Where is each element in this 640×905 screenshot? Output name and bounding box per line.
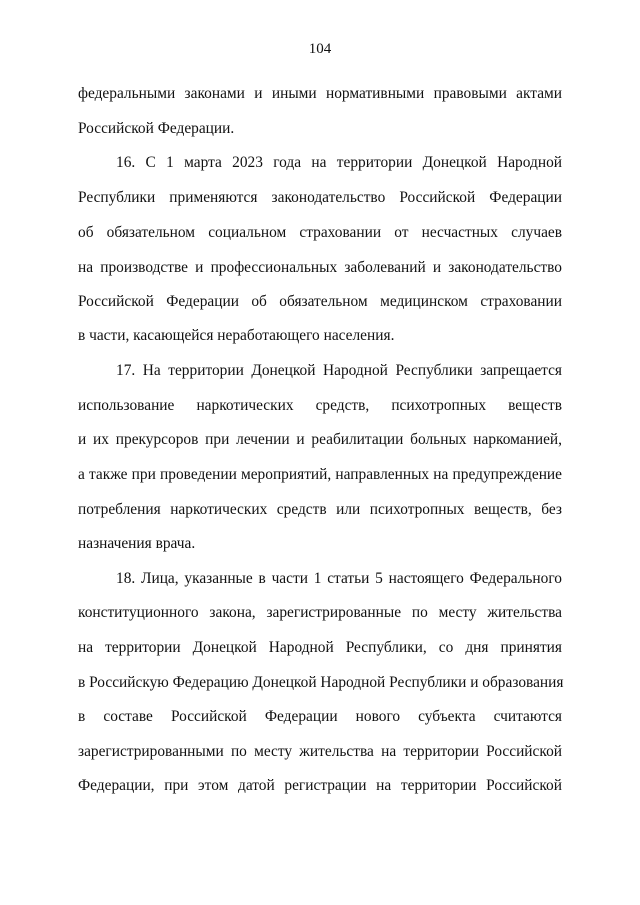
- text-line: назначения врача.: [78, 535, 196, 552]
- text-line: Республики применяются законодательство Российской Федерации: [78, 189, 562, 206]
- text-line: об обязательном социальном страховании от несчастных случаев: [78, 224, 562, 241]
- paragraph-16-first-line: 16. С 1 марта 2023 года на территории Донецкой Народной: [116, 154, 562, 171]
- text-line: в Российскую Федерацию Донецкой Народной Республики и образования: [78, 674, 564, 691]
- paragraph-18-first-line: 18. Лица, указанные в части 1 статьи 5 настоящего Федерального: [116, 570, 562, 587]
- paragraph-17-first-line: 17. На территории Донецкой Народной Республики запрещается: [116, 362, 562, 379]
- page-number: 104: [308, 41, 332, 57]
- text-line: на производстве и профессиональных заболеваний и законодательство: [78, 259, 562, 276]
- text-line: в составе Российской Федерации нового субъекта считаются: [78, 708, 562, 725]
- text-line: федеральными законами и иными нормативными правовыми актами: [78, 85, 562, 102]
- text-line: конституционного закона, зарегистрированные по месту жительства: [78, 604, 562, 621]
- text-line: а также при проведении мероприятий, направленных на предупреждение: [78, 466, 562, 483]
- text-line: в части, касающейся неработающего населения.: [78, 327, 395, 344]
- text-line: и их прекурсоров при лечении и реабилитации больных наркоманией,: [78, 431, 562, 448]
- text-line: Российской Федерации.: [78, 120, 235, 137]
- text-line: на территории Донецкой Народной Республики, со дня принятия: [78, 639, 562, 656]
- text-line: потребления наркотических средств или психотропных веществ, без: [78, 501, 562, 518]
- text-line: Российской Федерации об обязательном медицинском страховании: [78, 293, 562, 310]
- text-line: Федерации, при этом датой регистрации на территории Российской: [78, 777, 562, 794]
- text-line: использование наркотических средств, психотропных веществ: [78, 397, 562, 414]
- text-line: зарегистрированными по месту жительства на территории Российской: [78, 743, 562, 760]
